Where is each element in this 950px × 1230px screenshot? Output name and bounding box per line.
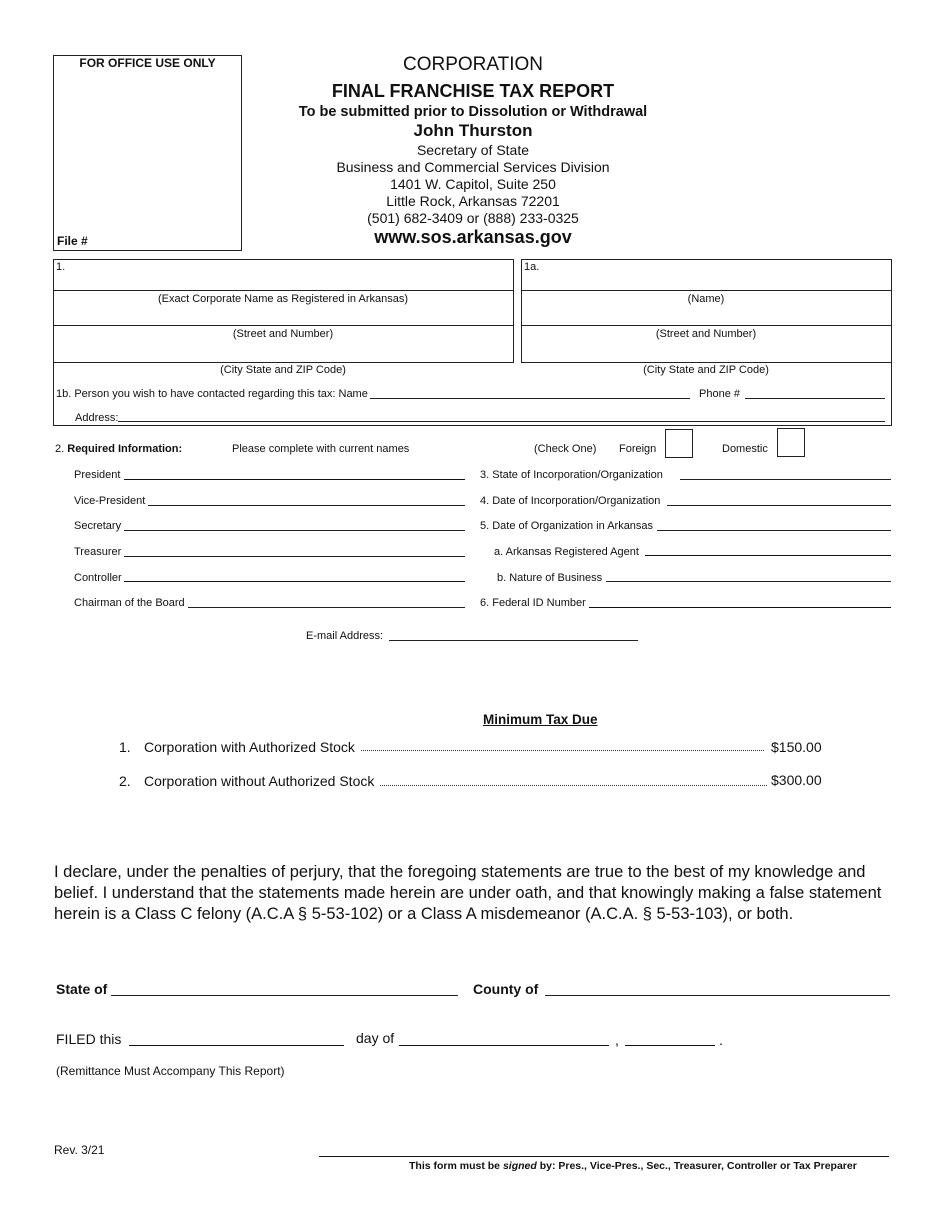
min-tax-row-1-leader <box>361 750 764 751</box>
address-line[interactable] <box>118 421 885 422</box>
section-1-box <box>53 259 514 363</box>
foreign-label: Foreign <box>619 443 657 455</box>
date-period: . <box>719 1032 723 1048</box>
county-of-text: County of <box>473 981 539 997</box>
phone-numbers: (501) 682-3409 or (888) 233-0325 <box>367 210 579 226</box>
contact-person-name-line[interactable] <box>370 398 690 399</box>
email-label: E-mail Address: <box>306 630 384 642</box>
corporate-name-caption: (Exact Corporate Name as Registered in Arkansas) <box>157 293 409 305</box>
state-incorporation-label: 3. State of Incorporation/Organization <box>480 469 663 481</box>
min-tax-row-2-leader <box>380 785 767 786</box>
contact-city-caption: (City State and ZIP Code) <box>643 364 769 376</box>
street-caption: (Street and Number) <box>232 328 334 340</box>
address-label: Address: <box>75 412 119 424</box>
state-incorporation-line[interactable] <box>680 479 891 480</box>
registered-agent-line[interactable] <box>645 555 891 556</box>
officer-vice-president-line[interactable] <box>148 505 465 506</box>
officer-vice-president-label: Vice-President <box>74 495 146 507</box>
page-subtitle: To be submitted prior to Dissolution or Withdrawal <box>298 104 648 120</box>
signature-requirement-pre: This form must be <box>409 1160 503 1172</box>
registered-agent-label: a. Arkansas Registered Agent <box>494 546 639 558</box>
date-organization-arkansas-label: 5. Date of Organization in Arkansas <box>480 520 654 532</box>
required-info-label: Required Information: <box>67 443 183 455</box>
filed-this-line[interactable] <box>129 1045 344 1046</box>
min-tax-row-2-amount: $300.00 <box>771 772 822 788</box>
check-one-label: (Check One) <box>534 443 597 455</box>
division-name: Business and Commercial Services Division <box>336 159 610 175</box>
domestic-label: Domestic <box>722 443 768 455</box>
section-1a-number: 1a. <box>524 261 540 273</box>
day-of-month-line[interactable] <box>399 1045 609 1046</box>
officer-president-line[interactable] <box>124 479 465 480</box>
min-tax-row-1-amount: $150.00 <box>771 739 822 755</box>
officer-president-label: President <box>74 469 121 481</box>
signature-requirement-post: by: Pres., Vice-Pres., Sec., Treasurer, Controller or Tax Preparer <box>536 1160 857 1172</box>
email-line[interactable] <box>389 640 638 641</box>
officer-treasurer-label: Treasurer <box>74 546 122 558</box>
signature-requirement <box>409 1160 857 1172</box>
signature-requirement-signed: signed <box>502 1160 537 1172</box>
revision-label: Rev. 3/21 <box>54 1143 105 1157</box>
contact-name-caption: (Name) <box>687 293 725 305</box>
page-title: FINAL FRANCHISE TAX REPORT <box>331 81 615 101</box>
street-address: 1401 W. Capitol, Suite 250 <box>390 176 556 192</box>
section-2-number: 2. <box>55 443 65 455</box>
contact-street-caption: (Street and Number) <box>655 328 757 340</box>
minimum-tax-title: Minimum Tax Due <box>483 712 598 727</box>
min-tax-row-2-label: Corporation without Authorized Stock <box>144 773 375 789</box>
state-of-text: State of <box>56 981 108 997</box>
county-of-label <box>473 981 538 997</box>
signature-line[interactable] <box>319 1156 889 1157</box>
domestic-checkbox[interactable] <box>777 428 805 457</box>
nature-of-business-line[interactable] <box>606 581 891 582</box>
year-line[interactable] <box>625 1045 715 1046</box>
city-address: Little Rock, Arkansas 72201 <box>386 193 560 209</box>
state-of-label <box>56 981 107 997</box>
website-link[interactable]: www.sos.arkansas.gov <box>374 227 572 247</box>
official-name: John Thurston <box>413 121 533 140</box>
section-1-number: 1. <box>56 261 66 273</box>
office-use-box <box>53 55 242 251</box>
section-1-name-line[interactable] <box>53 290 513 291</box>
officer-secretary-line[interactable] <box>124 530 465 531</box>
officer-controller-line[interactable] <box>124 581 465 582</box>
officer-chairman-label: Chairman of the Board <box>74 597 185 609</box>
officer-secretary-label: Secretary <box>74 520 122 532</box>
min-tax-row-2-number: 2. <box>119 773 131 789</box>
section-1-street-line[interactable] <box>53 325 513 326</box>
section-2-title <box>55 443 182 455</box>
date-comma: , <box>615 1032 619 1048</box>
file-number-label: File # <box>57 234 88 248</box>
remittance-note: (Remittance Must Accompany This Report) <box>56 1064 285 1078</box>
office-use-title: FOR OFFICE USE ONLY <box>79 56 216 70</box>
section-1a-box <box>521 259 892 363</box>
date-organization-arkansas-line[interactable] <box>657 530 891 531</box>
header-corporation: CORPORATION <box>402 54 544 75</box>
min-tax-row-1-label: Corporation with Authorized Stock <box>144 739 355 755</box>
min-tax-row-1-number: 1. <box>119 739 131 755</box>
official-office: Secretary of State <box>416 142 530 158</box>
foreign-checkbox[interactable] <box>665 429 693 458</box>
perjury-declaration: I declare, under the penalties of perjury, that the foregoing statements are true to the best of my knowledge and belief. I understand that the statements made herein are under oath, and that knowingly making a false statement herein is a Class C felony (A.C.A § 5-53-102) or a Class A misdemeanor (A.C.A. § 5-53-103), or both. <box>54 863 882 923</box>
date-incorporation-line[interactable] <box>667 505 891 506</box>
day-of-label: day of <box>356 1030 395 1046</box>
date-incorporation-label: 4. Date of Incorporation/Organization <box>480 495 661 507</box>
section-1a-street-line[interactable] <box>521 325 891 326</box>
section-2-note: Please complete with current names <box>232 443 410 455</box>
phone-label: Phone # <box>699 388 740 400</box>
county-of-line[interactable] <box>545 995 890 996</box>
state-of-line[interactable] <box>111 995 458 996</box>
officer-treasurer-line[interactable] <box>124 556 465 557</box>
officer-controller-label: Controller <box>74 572 122 584</box>
city-caption: (City State and ZIP Code) <box>220 364 346 376</box>
contact-person-label: 1b. Person you wish to have contacted regarding this tax: Name <box>56 388 368 400</box>
federal-id-label: 6. Federal ID Number <box>480 597 586 609</box>
phone-line[interactable] <box>745 398 885 399</box>
officer-chairman-line[interactable] <box>188 607 465 608</box>
federal-id-line[interactable] <box>589 607 891 608</box>
nature-of-business-label: b. Nature of Business <box>497 572 603 584</box>
section-1a-name-line[interactable] <box>521 290 891 291</box>
filed-this-label: FILED this <box>56 1031 122 1047</box>
